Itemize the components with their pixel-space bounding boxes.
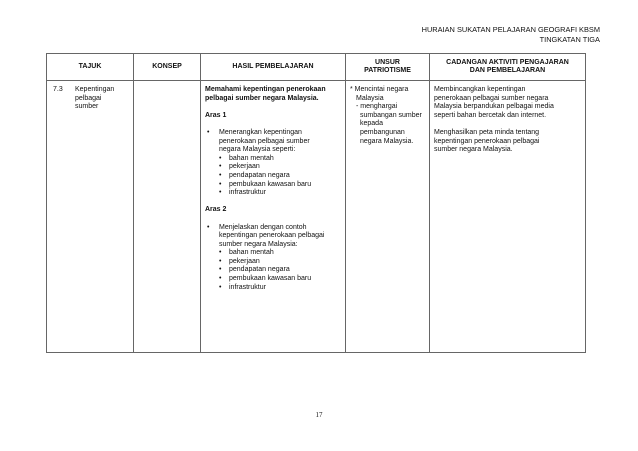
cadangan-paragraph-2 bbox=[434, 129, 581, 155]
cadangan-paragraph-1 bbox=[434, 86, 581, 120]
list-item: • infrastruktur bbox=[219, 284, 341, 293]
aras2-sublist bbox=[219, 249, 341, 292]
cadangan-line: seperti bahan bercetak dan internet. bbox=[434, 111, 547, 119]
list-item: • pendapatan negara bbox=[219, 266, 341, 275]
header-unsur-line1: UNSUR bbox=[375, 58, 400, 66]
header-tajuk: TAJUK bbox=[47, 54, 134, 81]
header-hasil: HASIL PEMBELAJARAN bbox=[201, 54, 346, 81]
cell-tajuk bbox=[47, 81, 134, 353]
page-number: 17 bbox=[315, 411, 323, 419]
topic-number: 7.3 bbox=[53, 86, 63, 93]
document-header bbox=[422, 25, 600, 45]
cadangan-line: Membincangkan kepentingan bbox=[434, 86, 526, 93]
hasil-heading-line: Memahami kepentingan penerokaan bbox=[205, 86, 326, 93]
list-item: • infrastruktur bbox=[219, 189, 341, 198]
curriculum-table bbox=[46, 53, 586, 353]
cadangan-line: sumber negara Malaysia. bbox=[434, 146, 513, 154]
topic-title-line: Kepentingan bbox=[75, 86, 115, 93]
aras1-list bbox=[205, 129, 341, 198]
unsur-line: Malaysia bbox=[356, 94, 384, 102]
cell-unsur bbox=[346, 81, 430, 353]
unsur-line: - menghargai bbox=[356, 103, 398, 111]
header-unsur bbox=[346, 54, 430, 81]
header-cadangan-line1: CADANGAN AKTIVITI PENGAJARAN bbox=[446, 58, 569, 66]
unsur-line: sumbangan sumber bbox=[360, 111, 422, 119]
list-item: • pekerjaan bbox=[219, 258, 341, 267]
header-unsur-line2: PATRIOTISME bbox=[364, 67, 411, 74]
unsur-line: * Mencintai negara bbox=[350, 86, 409, 93]
list-item: • bahan mentah bbox=[219, 249, 341, 258]
unsur-line: pembangunan bbox=[360, 128, 405, 136]
table-header-row bbox=[47, 54, 586, 81]
topic-title bbox=[75, 86, 127, 112]
konsep-text bbox=[134, 81, 200, 86]
cadangan-line: kepentingan penerokaan pelbagai bbox=[434, 137, 540, 145]
aras2-list bbox=[205, 224, 341, 293]
list-item: • Menjelaskan dengan contoh kepentingan penerokaan pelbagai sumber negara Malaysia: • bahan mentah • pekerjaan • pendapatan negara • pembukaan kawasan baru • infrastruktur bbox=[205, 224, 341, 293]
cell-hasil bbox=[201, 81, 346, 353]
cell-konsep bbox=[134, 81, 201, 353]
cell-cadangan bbox=[430, 81, 586, 353]
aras2-label: Aras 2 bbox=[205, 206, 227, 214]
table-row bbox=[47, 81, 586, 353]
header-konsep: KONSEP bbox=[134, 54, 201, 81]
aras1-sublist bbox=[219, 155, 341, 198]
topic-title-line: sumber bbox=[75, 103, 99, 111]
cadangan-line: penerokaan pelbagai sumber negara bbox=[434, 94, 549, 102]
unsur-line: negara Malaysia. bbox=[360, 137, 414, 145]
header-title: HURAIAN SUKATAN PELAJARAN GEOGRAFI KBSM bbox=[421, 25, 600, 34]
cadangan-line: Menghasilkan peta minda tentang bbox=[434, 128, 540, 136]
header-subtitle: TINGKATAN TIGA bbox=[539, 35, 600, 44]
cadangan-line: Malaysia berpandukan pelbagai media bbox=[434, 103, 554, 111]
header-cadangan-line2: DAN PEMBELAJARAN bbox=[469, 67, 546, 74]
list-item: • pekerjaan bbox=[219, 163, 341, 172]
list-item: • bahan mentah bbox=[219, 155, 341, 164]
list-item: • Menerangkan kepentingan penerokaan pelbagai sumber negara Malaysia seperti: • bahan mentah • pekerjaan • pendapatan negara • pembukaan kawasan baru • infrastruktur bbox=[205, 129, 341, 198]
list-item: • pendapatan negara bbox=[219, 172, 341, 181]
list-item: • pembukaan kawasan baru bbox=[219, 275, 341, 284]
aras1-label: Aras 1 bbox=[205, 111, 227, 119]
header-cadangan bbox=[430, 54, 586, 81]
list-item: • pembukaan kawasan baru bbox=[219, 181, 341, 190]
hasil-heading-line: pelbagai sumber negara Malaysia. bbox=[205, 94, 319, 102]
hasil-heading bbox=[205, 86, 341, 103]
topic-title-line: pelbagai bbox=[75, 94, 102, 102]
unsur-line: kepada bbox=[360, 120, 383, 128]
